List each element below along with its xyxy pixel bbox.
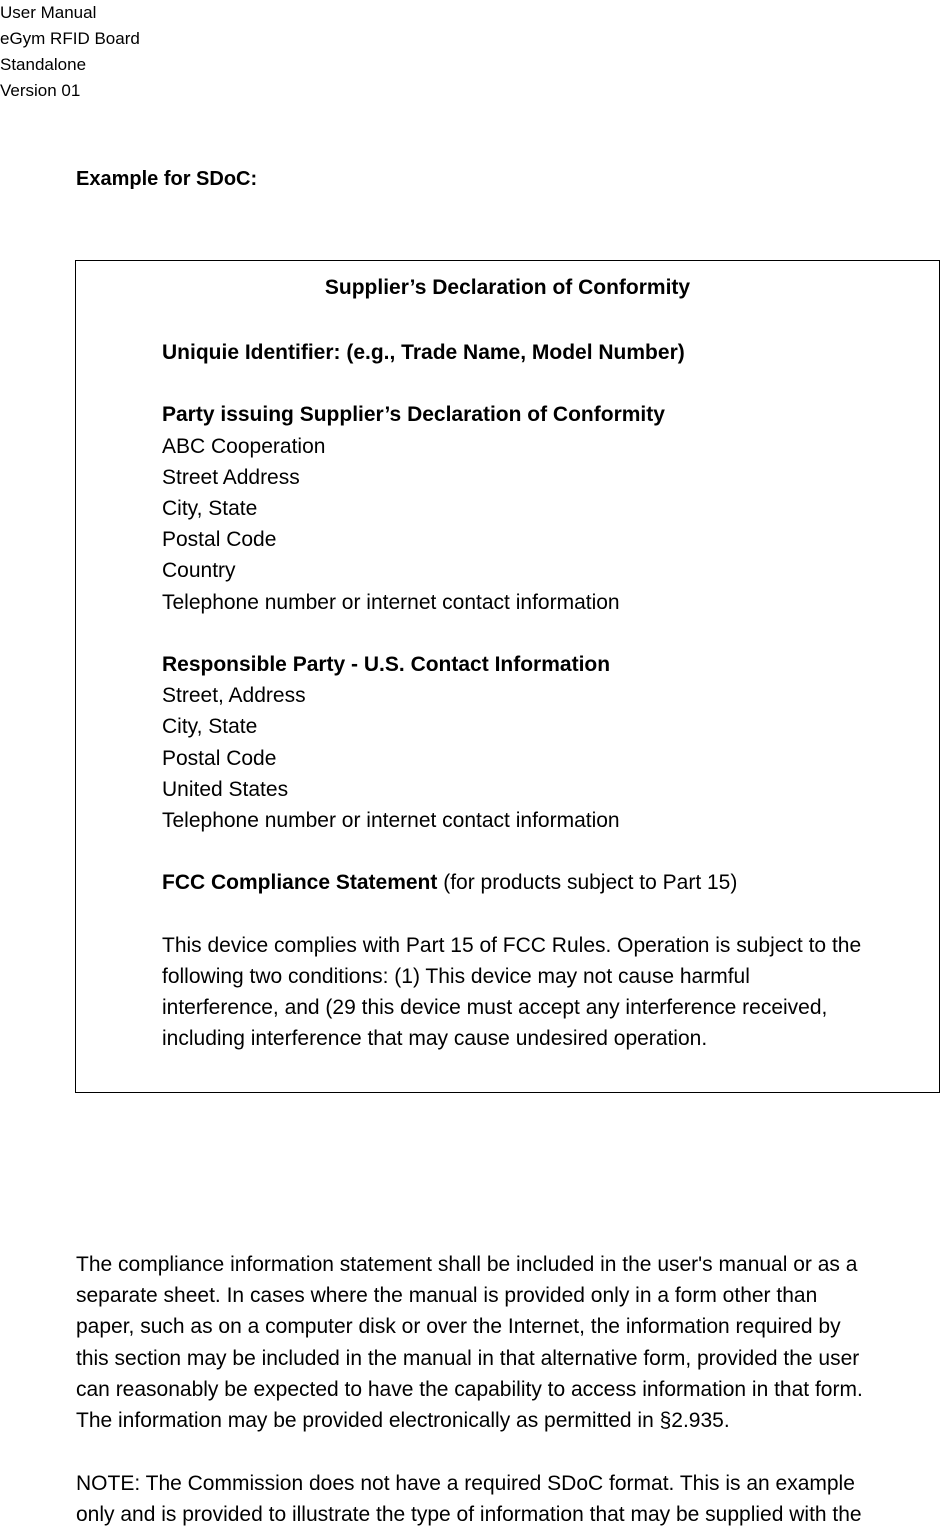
document-header [0, 0, 140, 104]
responsible-party-heading: Responsible Party - U.S. Contact Information [162, 653, 611, 676]
paragraph-line: The information may be provided electronically as permitted in §2.935. [76, 1409, 730, 1433]
issuing-party-line: City, State [162, 497, 258, 520]
header-variant: Standalone [0, 55, 87, 74]
unique-identifier-heading: Uniquie Identifier: (e.g., Trade Name, Model Number) [162, 341, 685, 364]
header-product-name: eGym RFID Board [0, 29, 140, 48]
fcc-compliance-note: (for products subject to Part 15) [437, 871, 738, 895]
issuing-party-line: Postal Code [162, 528, 277, 552]
responsible-party-line: Street, Address [162, 684, 306, 708]
issuing-party-line: Country [162, 559, 236, 583]
compliance-info-paragraph [76, 1249, 942, 1436]
paragraph-line: this section may be included in the manual in that alternative form, provided the user [76, 1346, 860, 1370]
header-doc-type: User Manual [0, 3, 97, 22]
paragraph-line: The compliance information statement shall be included in the user's manual or as a [76, 1253, 858, 1276]
declaration-body [162, 337, 937, 1055]
issuing-party-line: Telephone number or internet contact information [162, 590, 620, 614]
fcc-statement-line: interference, and (29 this device must accept any interference received, [162, 996, 828, 1020]
fcc-compliance-heading-line [162, 867, 937, 898]
paragraph-line: NOTE: The Commission does not have a required SDoC format. This is an example [76, 1472, 855, 1495]
paragraph-line: only and is provided to illustrate the type of information that may be supplied with the [76, 1503, 862, 1527]
header-version: Version 01 [0, 81, 81, 100]
note-paragraph [76, 1468, 942, 1530]
paragraph-line: can reasonably be expected to have the capability to access information in that form. [76, 1377, 863, 1401]
paragraph-line: separate sheet. In cases where the manual is provided only in a form other than [76, 1284, 818, 1308]
issuing-party-line: ABC Cooperation [162, 434, 326, 458]
paragraph-line: paper, such as on a computer disk or over the Internet, the information required by [76, 1315, 841, 1339]
responsible-party-line: City, State [162, 715, 258, 739]
fcc-statement-line: following two conditions: (1) This device may not cause harmful [162, 965, 750, 988]
issuing-party-heading: Party issuing Supplier’s Declaration of Conformity [162, 403, 665, 427]
fcc-statement-line: This device complies with Part 15 of FCC Rules. Operation is subject to the [162, 933, 862, 957]
fcc-compliance-heading: FCC Compliance Statement [162, 871, 438, 895]
responsible-party-line: United States [162, 777, 289, 801]
sdoc-example-box [75, 260, 940, 1093]
declaration-title: Supplier’s Declaration of Conformity [324, 276, 691, 299]
fcc-statement-line: including interference that may cause undesired operation. [162, 1027, 708, 1051]
section-title: Example for SDoC: [76, 168, 258, 190]
issuing-party-line: Street Address [162, 465, 300, 489]
responsible-party-line: Telephone number or internet contact information [162, 809, 620, 833]
responsible-party-line: Postal Code [162, 746, 277, 770]
